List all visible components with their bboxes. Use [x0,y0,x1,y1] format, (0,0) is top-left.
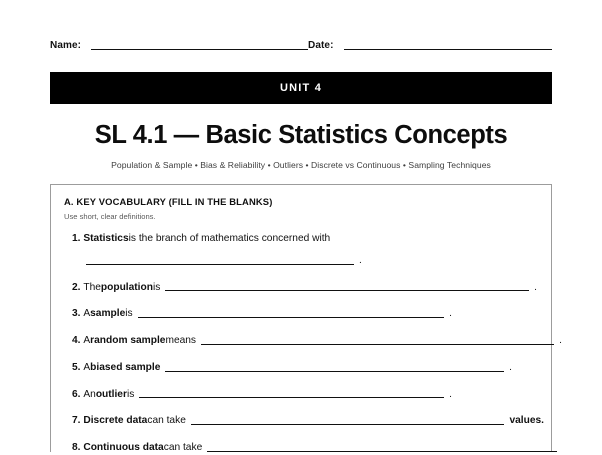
item-key-term: population [100,281,153,293]
item-text-after: is [125,308,133,320]
section-a-card [50,184,562,454]
item-text-after: is [152,281,161,293]
vocabulary-item [64,362,538,375]
answer-blank[interactable] [165,371,504,372]
item-key-term: biased sample [90,361,161,373]
vocabulary-item-line [72,389,538,402]
vocabulary-item-line [72,415,544,428]
item-number: 4. [72,335,81,347]
item-key-term: Statistics [83,233,129,245]
vocabulary-item [64,415,544,428]
item-text-after: can take [147,415,186,427]
vocabulary-question-list [64,233,562,455]
vocabulary-item-line [72,442,538,455]
vocabulary-item [64,335,562,348]
item-tail-text: . [559,335,562,347]
student-info-row [50,0,552,52]
item-number: 8. [72,442,81,454]
item-key-term: sample [90,308,126,320]
vocabulary-item-line [72,282,538,295]
item-number: 2. [72,281,81,293]
item-number: 3. [72,308,81,320]
item-text-after: is [126,388,135,400]
vocabulary-item [64,282,538,295]
item-tail-text: . [449,388,452,400]
vocabulary-item [64,308,538,321]
item-number: 1. [72,233,81,245]
unit-banner [50,72,552,104]
item-number: 6. [72,388,81,400]
answer-blank[interactable] [191,424,505,425]
vocabulary-item [64,442,538,455]
section-a-heading: A. KEY VOCABULARY (FILL IN THE BLANKS) [64,196,273,208]
item-key-term: random sample [90,335,166,347]
item-text-before: A [83,308,91,320]
item-key-term: Continuous data [83,442,164,454]
date-field[interactable] [308,40,552,52]
section-a-instruction: Use short, clear definitions. [64,212,156,222]
item-tail-text: values. [509,415,544,427]
name-label: Name: [50,40,82,51]
item-tail-text: . [359,254,362,266]
date-write-line[interactable] [344,49,552,50]
item-text-before: A [83,361,91,373]
answer-blank[interactable] [138,317,445,318]
item-tail-text: . [534,281,537,293]
date-label: Date: [308,40,334,51]
vocabulary-item-line [72,233,538,246]
answer-blank[interactable] [86,264,354,265]
vocabulary-item-line [72,308,538,321]
item-number: 7. [72,415,81,427]
vocabulary-item-line [72,362,538,375]
item-text-before: A [83,335,91,347]
item-number: 5. [72,361,81,373]
vocabulary-item [64,389,538,402]
item-key-term: Discrete data [83,415,148,427]
item-text-after: can take [163,442,203,454]
item-text-before: An [83,388,96,400]
item-tail-text: . [449,308,452,320]
page-title: SL 4.1 — Basic Statistics Concepts [94,121,508,149]
page-subtitle: Population & Sample • Bias & Reliability • Outliers • Discrete vs Continuous • Sampling Techniques [111,160,491,171]
item-key-term: outlier [95,388,127,400]
item-tail-text: . [509,361,512,373]
vocabulary-item-line-2 [72,255,538,268]
name-field[interactable] [50,40,308,52]
item-text-after: means [165,335,197,347]
item-text-before: The [83,281,101,293]
vocabulary-item-line [72,335,562,348]
unit-banner-label: UNIT 4 [279,82,323,94]
name-write-line[interactable] [91,49,308,50]
answer-blank[interactable] [207,451,557,452]
answer-blank[interactable] [139,397,444,398]
vocabulary-item [64,233,538,268]
answer-blank[interactable] [201,344,554,345]
answer-blank[interactable] [165,290,529,291]
item-text-after: is the branch of mathematics concerned with [128,233,331,245]
